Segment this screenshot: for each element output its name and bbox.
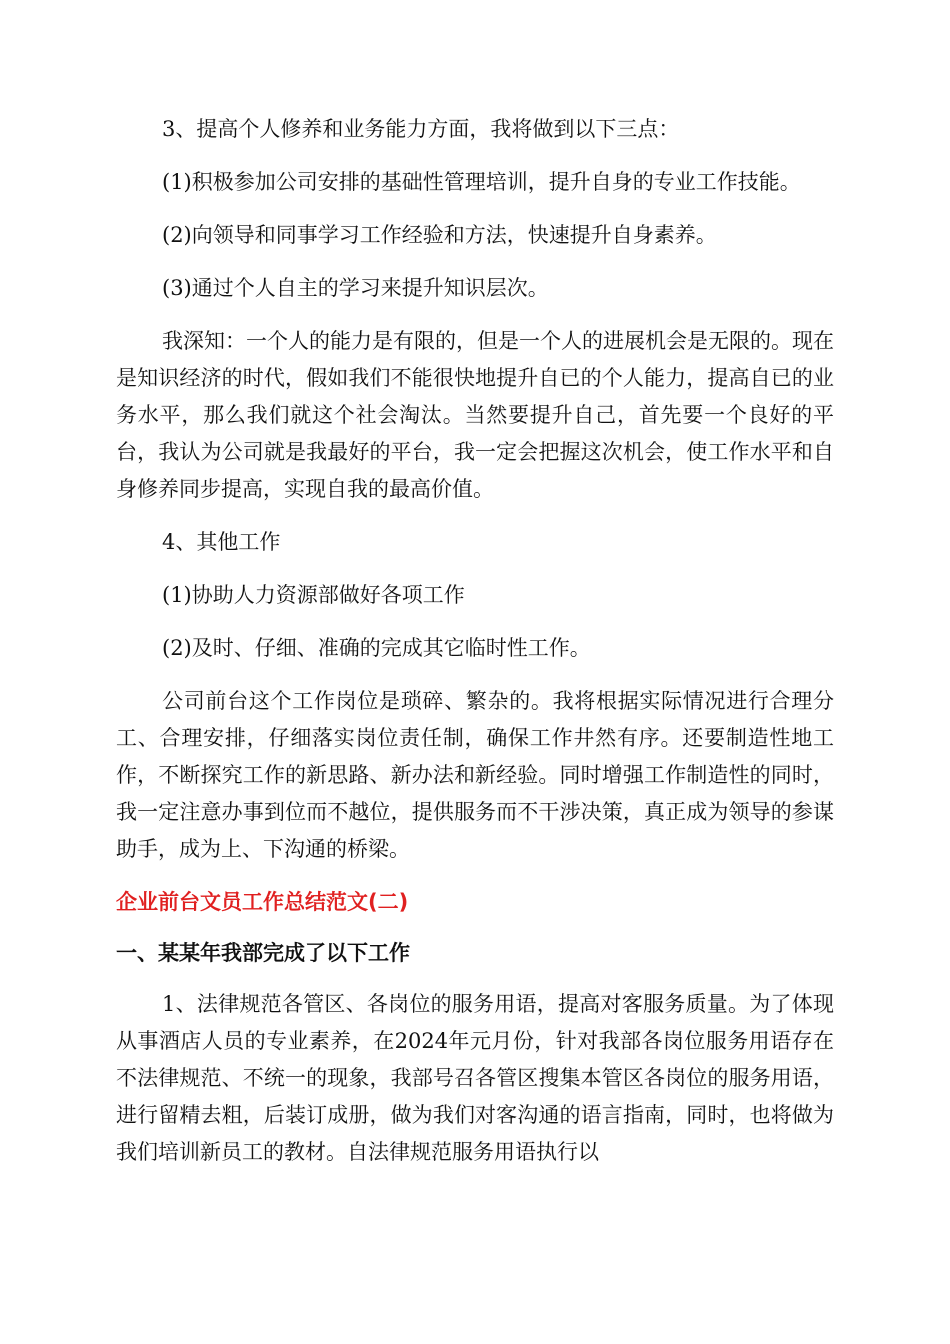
body-paragraph: 1、法律规范各管区、各岗位的服务用语，提高对客服务质量。为了体现从事酒店人员的专业素养，在2024年元月份，针对我部各岗位服务用语存在不法律规范、不统一的现象，我部号召各管区搜集本管区各岗位的服务用语，进行留精去粗，后装订成册，做为我们对客沟通的语言指南，同时，也将做为我们培训新员工的教材。自法律规范服务用语执行以: [116, 992, 834, 1164]
list-item: (1)协助人力资源部做好各项工作: [162, 583, 465, 607]
section-heading: 一、某某年我部完成了以下工作: [116, 941, 410, 965]
list-item: (2)向领导和同事学习工作经验和方法，快速提升自身素养。: [162, 223, 717, 247]
article-title: 企业前台文员工作总结范文(二): [116, 890, 409, 914]
body-paragraph: 公司前台这个工作岗位是琐碎、繁杂的。我将根据实际情况进行合理分工、合理安排，仔细落实岗位责任制，确保工作井然有序。还要制造性地工作，不断探究工作的新思路、新办法和新经验。同时增强工作制造性的同时，我一定注意办事到位而不越位，提供服务而不干涉决策，真正成为领导的参谋助手，成为上、下沟通的桥梁。: [116, 689, 834, 861]
list-item: (3)通过个人自主的学习来提升知识层次。: [162, 276, 549, 300]
section-4-title: 4、其他工作: [162, 530, 281, 554]
body-paragraph: 我深知：一个人的能力是有限的，但是一个人的进展机会是无限的。现在是知识经济的时代，假如我们不能很快地提升自已的个人能力，提高自已的业务水平，那么我们就这个社会淘汰。当然要提升自己，首先要一个良好的平台，我认为公司就是我最好的平台，我一定会把握这次机会，使工作水平和自身修养同步提高，实现自我的最高价值。: [116, 329, 834, 501]
list-item: (1)积极参加公司安排的基础性管理培训，提升自身的专业工作技能。: [162, 170, 801, 194]
section-3-title: 3、提高个人修养和业务能力方面，我将做到以下三点：: [162, 117, 680, 141]
list-item: (2)及时、仔细、准确的完成其它临时性工作。: [162, 636, 591, 660]
